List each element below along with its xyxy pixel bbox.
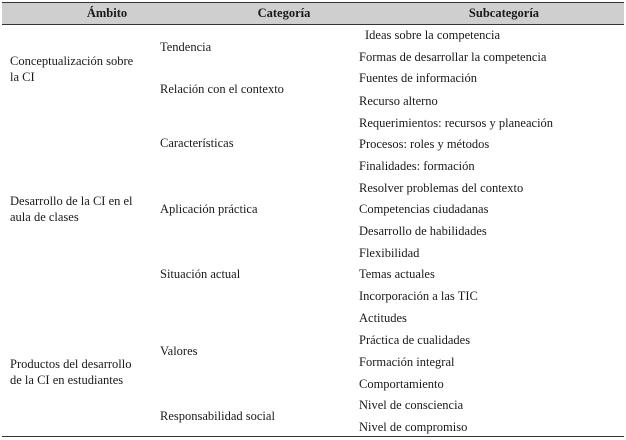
subcategoria-18: Nivel de consciencia — [359, 398, 464, 412]
categoria-caracteristicas: Características — [160, 136, 234, 150]
ambito-1-line-2: la CI — [10, 70, 35, 84]
subcategoria-16: Formación integral — [359, 355, 455, 369]
ambito-3-line-2: de la CI en estudiantes — [10, 373, 124, 387]
subcategoria-17: Comportamiento — [359, 377, 444, 391]
header-subcategoria: Subcategoría — [468, 6, 540, 20]
subcategoria-12: Temas actuales — [359, 267, 435, 281]
ambito-2-line-1: Desarrollo de la CI en el — [10, 194, 133, 208]
ambito-2-line-2: aula de clases — [10, 210, 79, 224]
header-categoria: Categoría — [257, 6, 311, 20]
subcategoria-9: Competencias ciudadanas — [359, 202, 489, 216]
subcategoria-1: Ideas sobre la competencia — [365, 28, 501, 42]
subcategoria-13: Incorporación a las TIC — [359, 289, 478, 303]
subcategoria-2: Formas de desarrollar la competencia — [359, 50, 547, 64]
categoria-valores: Valores — [160, 344, 198, 358]
categoria-relacion-contexto: Relación con el contexto — [160, 82, 284, 96]
subcategoria-10: Desarrollo de habilidades — [359, 224, 487, 238]
ambito-3-line-1: Productos del desarrollo — [10, 357, 132, 371]
categoria-situacion-actual: Situación actual — [160, 267, 241, 281]
subcategoria-15: Práctica de cualidades — [359, 333, 471, 347]
categoria-tendencia: Tendencia — [160, 40, 212, 54]
ambito-1-line-1: Conceptualización sobre — [10, 54, 134, 68]
table-bottom-rule — [2, 436, 624, 437]
subcategoria-8: Resolver problemas del contexto — [359, 181, 524, 195]
subcategoria-3: Fuentes de información — [359, 71, 478, 85]
subcategoria-11: Flexibilidad — [359, 246, 420, 260]
subcategoria-4: Recurso alterno — [359, 94, 438, 108]
subcategoria-14: Actitudes — [359, 311, 407, 325]
header-ambito: Ámbito — [86, 6, 128, 20]
table-header — [2, 2, 624, 25]
subcategoria-19: Nivel de compromiso — [359, 420, 468, 434]
categoria-responsabilidad-social: Responsabilidad social — [160, 409, 275, 423]
subcategoria-6: Procesos: roles y métodos — [359, 137, 490, 151]
categories-table — [2, 2, 624, 438]
categoria-aplicacion-practica: Aplicación práctica — [160, 202, 258, 216]
subcategoria-5: Requerimientos: recursos y planeación — [359, 116, 554, 130]
subcategoria-7: Finalidades: formación — [359, 159, 475, 173]
